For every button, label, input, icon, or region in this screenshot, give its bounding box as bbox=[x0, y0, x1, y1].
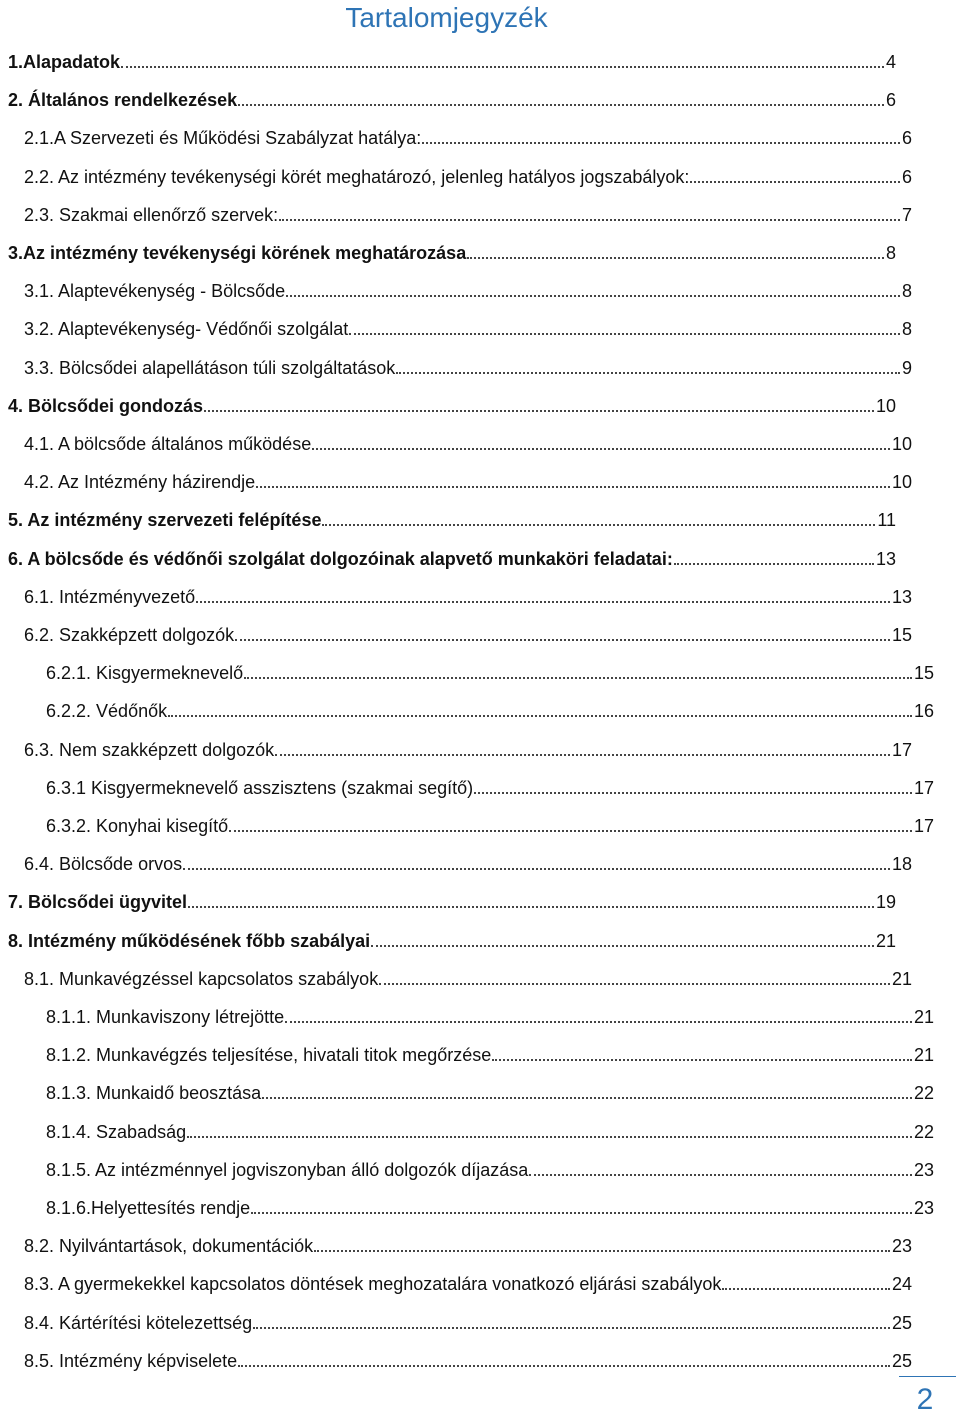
toc-entry-label: 2.3. Szakmai ellenőrző szervek: bbox=[24, 204, 279, 225]
toc-dot-leader bbox=[674, 563, 874, 565]
toc-dot-leader bbox=[529, 1174, 912, 1176]
toc-entry-label: 6.3.1 Kisgyermeknevelő asszisztens (szakmai segítő) bbox=[46, 777, 474, 798]
toc-entry-label: 6.2.1. Kisgyermeknevelő bbox=[46, 663, 244, 684]
toc-entry-label: 6.2.2. Védőnők bbox=[46, 701, 168, 722]
toc-entry-label: 4.2. Az Intézmény házirendje bbox=[24, 472, 256, 493]
toc-entry-label: 3.2. Alaptevékenység- Védőnői szolgálat bbox=[24, 319, 349, 340]
toc-entry-page: 10 bbox=[875, 395, 896, 416]
toc-entry-label: 8.2. Nyilvántartások, dokumentációk bbox=[24, 1236, 314, 1257]
toc-entry-page: 25 bbox=[891, 1350, 912, 1371]
toc-entry-page: 25 bbox=[891, 1312, 912, 1333]
toc-entry[interactable] bbox=[0, 622, 912, 646]
toc-dot-leader bbox=[286, 295, 900, 297]
toc-dot-leader bbox=[121, 66, 884, 68]
toc-dot-leader bbox=[690, 181, 900, 183]
toc-entry-page: 17 bbox=[891, 739, 912, 760]
toc-entry-page: 22 bbox=[913, 1121, 934, 1142]
toc-dot-leader bbox=[235, 639, 890, 641]
toc-entry-page: 10 bbox=[891, 434, 912, 454]
toc-entry[interactable] bbox=[0, 1042, 934, 1066]
toc-entry-page: 21 bbox=[875, 930, 896, 951]
toc-entry-label: 7. Bölcsődei ügyvitel bbox=[8, 892, 188, 913]
toc-dot-leader bbox=[422, 142, 900, 144]
toc-entry[interactable] bbox=[0, 507, 896, 531]
toc-entry[interactable] bbox=[0, 240, 896, 264]
toc-entry-label: 3.Az intézmény tevékenységi körének meghatározása bbox=[8, 243, 467, 263]
toc-entry-page: 21 bbox=[913, 1045, 934, 1066]
toc-entry[interactable] bbox=[0, 584, 912, 608]
toc-dot-leader bbox=[279, 219, 900, 221]
toc-dot-leader bbox=[285, 1021, 912, 1023]
page-title: Tartalomjegyzék bbox=[345, 2, 548, 33]
toc-entry[interactable] bbox=[0, 469, 912, 493]
toc-entry[interactable] bbox=[0, 1271, 912, 1295]
toc-entry[interactable] bbox=[0, 1348, 912, 1372]
toc-dot-leader bbox=[256, 486, 890, 488]
toc-entry-label: 8.1.5. Az intézménnyel jogviszonyban álló dolgozók díjazása bbox=[46, 1159, 529, 1180]
toc-entry-page: 23 bbox=[913, 1198, 934, 1218]
toc-entry[interactable] bbox=[0, 164, 912, 188]
toc-entry[interactable] bbox=[0, 966, 912, 990]
toc-entry[interactable] bbox=[0, 1157, 934, 1181]
toc-entry-page: 13 bbox=[875, 548, 896, 569]
toc-dot-leader bbox=[253, 1327, 890, 1329]
toc-entry-page: 10 bbox=[891, 472, 912, 493]
toc-dot-leader bbox=[349, 333, 900, 335]
toc-entry-page: 4 bbox=[885, 52, 896, 72]
toc-entry[interactable] bbox=[0, 1195, 934, 1219]
toc-dot-leader bbox=[314, 1250, 890, 1252]
toc-entry-page: 15 bbox=[891, 625, 912, 645]
toc-entry-page: 6 bbox=[885, 90, 896, 111]
toc-entry-page: 24 bbox=[891, 1274, 912, 1295]
toc-dot-leader bbox=[251, 1212, 912, 1214]
toc-dot-leader bbox=[229, 830, 912, 832]
toc-entry-label: 6.3.2. Konyhai kisegítő bbox=[46, 816, 229, 836]
toc-entry-page: 6 bbox=[901, 166, 912, 187]
toc-dot-leader bbox=[262, 1097, 912, 1099]
toc-entry[interactable] bbox=[0, 546, 896, 570]
toc-dot-leader bbox=[474, 792, 912, 794]
toc-entry[interactable] bbox=[0, 851, 912, 875]
toc-entry[interactable] bbox=[0, 698, 934, 722]
toc-entry-label: 6.4. Bölcsőde orvos bbox=[24, 854, 183, 875]
page-number: 2 bbox=[916, 1383, 934, 1416]
toc-entry-label: 5. Az intézmény szervezeti felépítése bbox=[8, 510, 322, 531]
toc-entry-label: 8.1.1. Munkaviszony létrejötte bbox=[46, 1007, 285, 1027]
toc-dot-leader bbox=[204, 410, 874, 412]
toc-entry-page: 17 bbox=[913, 816, 934, 836]
toc-dot-leader bbox=[196, 601, 890, 603]
toc-entry-label: 4. Bölcsődei gondozás bbox=[8, 395, 204, 416]
toc-entry-page: 15 bbox=[913, 663, 934, 684]
toc-entry[interactable] bbox=[0, 1233, 912, 1257]
toc-entry-page: 17 bbox=[913, 777, 934, 798]
toc-dot-leader bbox=[322, 524, 875, 526]
toc-entry-page: 21 bbox=[891, 968, 912, 989]
toc-entry-page: 8 bbox=[885, 243, 896, 263]
toc-entry[interactable] bbox=[0, 49, 896, 73]
toc-entry-label: 6. A bölcsőde és védőnői szolgálat dolgozóinak alapvető munkaköri feladatai: bbox=[8, 548, 673, 569]
toc-entry[interactable] bbox=[0, 355, 912, 379]
toc-entry-label: 2.1.A Szervezeti és Működési Szabályzat hatálya: bbox=[24, 128, 422, 149]
toc-entry-page: 18 bbox=[891, 854, 912, 875]
toc-entry[interactable] bbox=[0, 660, 934, 684]
toc-entry[interactable] bbox=[0, 813, 934, 837]
toc-entry[interactable] bbox=[0, 1004, 934, 1028]
toc-entry-page: 7 bbox=[901, 204, 912, 225]
toc-dot-leader bbox=[379, 983, 890, 985]
toc-entry-page: 16 bbox=[913, 701, 934, 722]
toc-entry-label: 8.1.6.Helyettesítés rendje bbox=[46, 1198, 251, 1218]
toc-entry[interactable] bbox=[0, 202, 912, 226]
toc-entry[interactable] bbox=[0, 1080, 934, 1104]
toc-entry-page: 8 bbox=[901, 281, 912, 302]
toc-entry-label: 6.3. Nem szakképzett dolgozók bbox=[24, 739, 275, 760]
toc-dot-leader bbox=[396, 372, 900, 374]
toc-entry-label: 8.1.3. Munkaidő beosztása bbox=[46, 1083, 262, 1104]
toc-entry-page: 9 bbox=[901, 357, 912, 378]
toc-entry-label: 8.1.2. Munkavégzés teljesítése, hivatali titok megőrzése bbox=[46, 1045, 492, 1066]
page-number-rule bbox=[899, 1376, 956, 1377]
toc-dot-leader bbox=[371, 945, 874, 947]
toc-dot-leader bbox=[244, 677, 912, 679]
toc-entry-label: 4.1. A bölcsőde általános működése bbox=[24, 434, 312, 454]
toc-dot-leader bbox=[467, 257, 884, 259]
toc-entry-page: 22 bbox=[913, 1083, 934, 1104]
toc-entry-page: 19 bbox=[875, 892, 896, 913]
toc-entry-label: 3.1. Alaptevékenység - Bölcsőde bbox=[24, 281, 286, 302]
toc-dot-leader bbox=[187, 1136, 912, 1138]
toc-entry-label: 2.2. Az intézmény tevékenységi körét meghatározó, jelenleg hatályos jogszabályok: bbox=[24, 166, 690, 187]
toc-entry-label: 8. Intézmény működésének főbb szabályai bbox=[8, 930, 371, 951]
toc-entry[interactable] bbox=[0, 431, 912, 455]
toc-dot-leader bbox=[238, 104, 884, 106]
toc-entry[interactable] bbox=[0, 87, 896, 111]
toc-entry[interactable] bbox=[0, 775, 934, 799]
toc-entry-page: 11 bbox=[877, 510, 896, 531]
toc-entry-page: 23 bbox=[913, 1159, 934, 1180]
toc-entry-page: 23 bbox=[891, 1236, 912, 1257]
toc-dot-leader bbox=[238, 1365, 890, 1367]
toc-dot-leader bbox=[168, 715, 912, 717]
toc-entry[interactable] bbox=[0, 393, 896, 417]
toc-entry-label: 6.2. Szakképzett dolgozók bbox=[24, 625, 235, 645]
toc-dot-leader bbox=[722, 1288, 890, 1290]
toc-entry-page: 8 bbox=[901, 319, 912, 340]
toc-dot-leader bbox=[188, 906, 874, 908]
toc-entry-label: 6.1. Intézményvezető bbox=[24, 586, 196, 607]
toc-entry-label: 1.Alapadatok bbox=[8, 52, 121, 72]
toc-entry[interactable] bbox=[0, 928, 896, 952]
toc-entry[interactable] bbox=[0, 1119, 934, 1143]
toc-dot-leader bbox=[183, 868, 890, 870]
toc-dot-leader bbox=[312, 448, 890, 450]
toc-entry[interactable] bbox=[0, 889, 896, 913]
toc-entry[interactable] bbox=[0, 316, 912, 340]
toc-entry-page: 21 bbox=[913, 1007, 934, 1027]
toc-entry-label: 8.3. A gyermekekkel kapcsolatos döntések meghozatalára vonatkozó eljárási szabályok bbox=[24, 1274, 722, 1295]
toc-entry-label: 3.3. Bölcsődei alapellátáson túli szolgáltatások bbox=[24, 357, 396, 378]
toc-entry-label: 8.1.4. Szabadság bbox=[46, 1121, 187, 1142]
toc-entry[interactable] bbox=[0, 278, 912, 302]
toc-entry-label: 8.5. Intézmény képviselete bbox=[24, 1350, 238, 1371]
toc-entry-label: 8.4. Kártérítési kötelezettség bbox=[24, 1312, 253, 1333]
toc-entry-label: 8.1. Munkavégzéssel kapcsolatos szabályok bbox=[24, 968, 379, 989]
toc-dot-leader bbox=[275, 754, 890, 756]
toc-entry[interactable] bbox=[0, 125, 912, 149]
toc-entry-page: 6 bbox=[901, 128, 912, 149]
toc-dot-leader bbox=[492, 1059, 912, 1061]
toc-entry[interactable] bbox=[0, 737, 912, 761]
toc-entry-label: 2. Általános rendelkezések bbox=[8, 90, 238, 111]
toc-entry[interactable] bbox=[0, 1310, 912, 1334]
toc-entry-page: 13 bbox=[891, 586, 912, 607]
